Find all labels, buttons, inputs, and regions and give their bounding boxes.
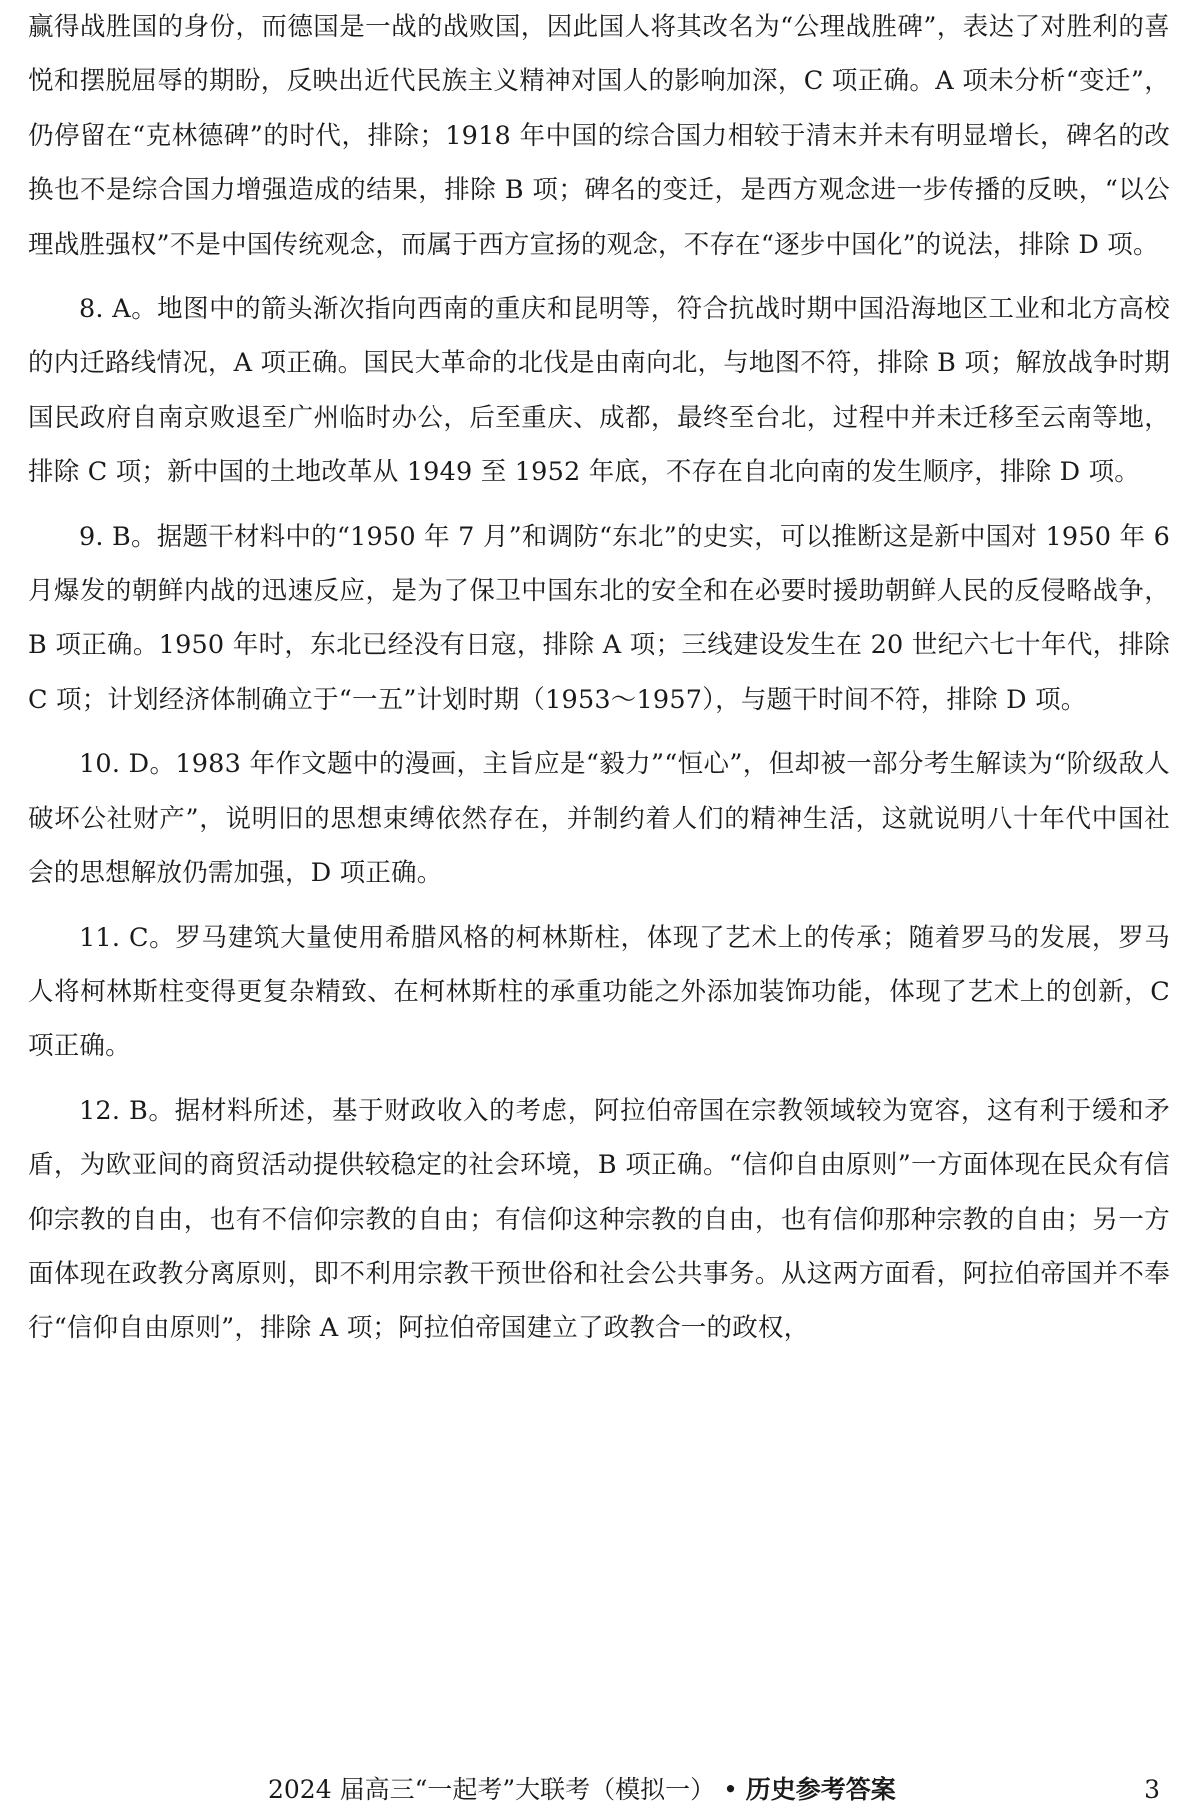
answer-paragraph-7-continued: 赢得战胜国的身份，而德国是一战的战败国，因此国人将其改名为“公理战胜碑”，表达了对胜利的喜悦和摆脱屈辱的期盼，反映出近代民族主义精神对国人的影响加深，C 项正确。A 项未分析“变迁”，仍停留在“克林德碑”的时代，排除；1918 年中国的综合国力相较于清末并未有明显增长，碑名的改换也不是综合国力增强造成的结果，排除 B 项；碑名的变迁，是西方观念进一步传播的反映，“以公理战胜强权”不是中国传统观念，而属于西方宣扬的观念，不存在“逐步中国化”的说法，排除 D 项。 [28,12,1170,260]
answer-paragraph-11: 11. C。罗马建筑大量使用希腊风格的柯林斯柱，体现了艺术上的传承；随着罗马的发展，罗马人将柯林斯柱变得更复杂精致、在柯林斯柱的承重功能之外添加装饰功能，体现了艺术上的创新，C 项正确。 [28,922,1170,1062]
page-footer [28,1770,1170,1810]
footer-exam-name: 2024 届高三“一起考”大联考（模拟一） [268,1775,716,1804]
footer-document-type: 历史参考答案 [745,1775,896,1804]
answer-text-body [28,0,1170,1356]
answer-paragraph-12: 12. B。据材料所述，基于财政收入的考虑，阿拉伯帝国在宗教领域较为宽容，这有利于缓和矛盾，为欧亚间的商贸活动提供较稳定的社会环境，B 项正确。“信仰自由原则”一方面体现在民众有信仰宗教的自由，也有不信仰宗教的自由；有信仰这种宗教的自由，也有信仰那种宗教的自由；另一方面体现在政教分离原则，即不利用宗教干预世俗和社会公共事务。从这两方面看，阿拉伯帝国并不奉行“信仰自由原则”，排除 A 项；阿拉伯帝国建立了政教合一的政权， [28,1095,1170,1344]
answer-paragraph-10: 10. D。1983 年作文题中的漫画，主旨应是“毅力”“恒心”，但却被一部分考生解读为“阶级敌人破坏公社财产”，说明旧的思想束缚依然存在，并制约着人们的精神生活，这就说明八十年代中国社会的思想解放仍需加强，D 项正确。 [28,749,1170,889]
footer-title [268,1770,896,1810]
document-page [28,0,1170,1816]
answer-paragraph-9: 9. B。据题干材料中的“1950 年 7 月”和调防“东北”的史实，可以推断这是新中国对 1950 年 6 月爆发的朝鲜内战的迅速反应，是为了保卫中国东北的安全和在必要时援助朝鲜人民的反侵略战争，B 项正确。1950 年时，东北已经没有日寇，排除 A 项；三线建设发生在 20 世纪六七十年代，排除 C 项；计划经济体制确立于“一五”计划时期（1953～1957），与题干时间不符，排除 D 项。 [28,521,1170,715]
page-number: 3 [1144,1775,1160,1804]
footer-separator: • [723,1775,738,1804]
answer-paragraph-8: 8. A。地图中的箭头渐次指向西南的重庆和昆明等，符合抗战时期中国沿海地区工业和北方高校的内迁路线情况，A 项正确。国民大革命的北伐是由南向北，与地图不符，排除 B 项；解放战争时期国民政府自南京败退至广州临时办公，后至重庆、成都，最终至台北，过程中并未迁移至云南等地，排除 C 项；新中国的土地改革从 1949 至 1952 年底，不存在自北向南的发生顺序，排除 D 项。 [28,294,1170,488]
